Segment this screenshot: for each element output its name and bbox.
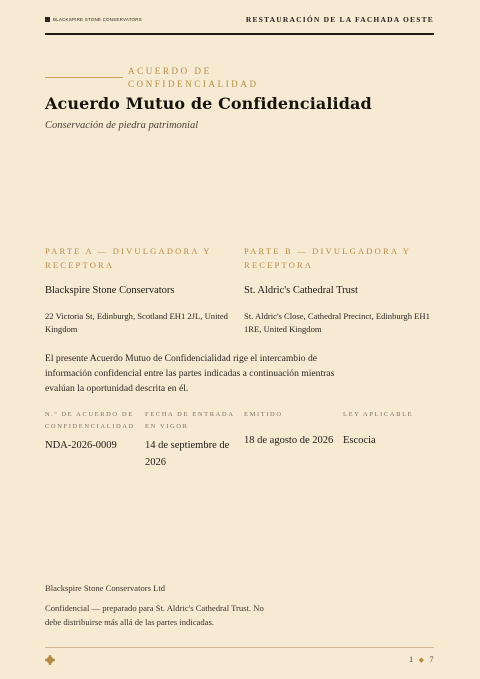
footer-divider bbox=[45, 647, 434, 648]
party-name: Blackspire Stone Conservators bbox=[45, 285, 175, 296]
brand-name: BLACKSPIRE STONE CONSERVATORS bbox=[53, 17, 142, 22]
meta-label: EMITIDO bbox=[244, 411, 283, 418]
page-number bbox=[409, 655, 434, 664]
party-label: PARTE A — DIVULGADORA Y RECEPTORA bbox=[45, 246, 212, 270]
diamond-separator-icon: ◆ bbox=[418, 655, 425, 664]
document-subtitle: Conservación de piedra patrimonial bbox=[45, 120, 199, 131]
header-divider bbox=[45, 33, 434, 35]
meta-value: 18 de agosto de 2026 bbox=[244, 435, 334, 446]
meta-value: NDA-2026-0009 bbox=[45, 440, 117, 451]
brand bbox=[45, 17, 142, 22]
page-header bbox=[45, 14, 434, 34]
party-address: St. Aldric's Close, Cathedral Precinct, Edinburgh EH1 1RE, United Kingdom bbox=[244, 311, 430, 334]
party-name: St. Aldric's Cathedral Trust bbox=[244, 285, 358, 296]
party-address: 22 Victoria St, Edinburgh, Scotland EH1 2JL, United Kingdom bbox=[45, 311, 228, 334]
footer-note: Confidencial — preparado para St. Aldric's Cathedral Trust. No debe distribuirse más allá de las partes indicadas. bbox=[45, 603, 264, 627]
party-a bbox=[45, 244, 235, 336]
ornament-icon bbox=[45, 655, 55, 665]
total-pages: 7 bbox=[429, 655, 434, 664]
intro-paragraph: El presente Acuerdo Mutuo de Confidencialidad rige el intercambio de información confidencial entre las partes indicadas a continuación mientras evalúan la oportunidad descrita en él. bbox=[45, 353, 335, 394]
brand-logo-icon bbox=[45, 17, 50, 22]
document-title: Acuerdo Mutuo de Confidencialidad bbox=[45, 94, 372, 113]
meta-label: FECHA DE ENTRADA EN VIGOR bbox=[145, 411, 235, 430]
document-eyebrow: ACUERDO DE CONFIDENCIALIDAD bbox=[128, 66, 259, 89]
current-page: 1 bbox=[409, 655, 414, 664]
meta-value: Escocia bbox=[343, 435, 376, 446]
eyebrow-rule bbox=[45, 77, 123, 78]
meta-label: LEY APLICABLE bbox=[343, 411, 414, 418]
meta-issued bbox=[244, 409, 339, 449]
meta-value: 14 de septiembre de 2026 bbox=[145, 440, 230, 468]
meta-nda-number bbox=[45, 409, 140, 454]
meta-label: N.º DE ACUERDO DE CONFIDENCIALIDAD bbox=[45, 411, 135, 430]
header-title: RESTAURACIÓN DE LA FACHADA OESTE bbox=[245, 15, 434, 24]
party-b bbox=[244, 244, 434, 336]
party-label: PARTE B — DIVULGADORA Y RECEPTORA bbox=[244, 246, 411, 270]
meta-governing-law bbox=[343, 409, 438, 449]
meta-effective-date bbox=[145, 409, 240, 471]
footer-company: Blackspire Stone Conservators Ltd bbox=[45, 583, 166, 593]
